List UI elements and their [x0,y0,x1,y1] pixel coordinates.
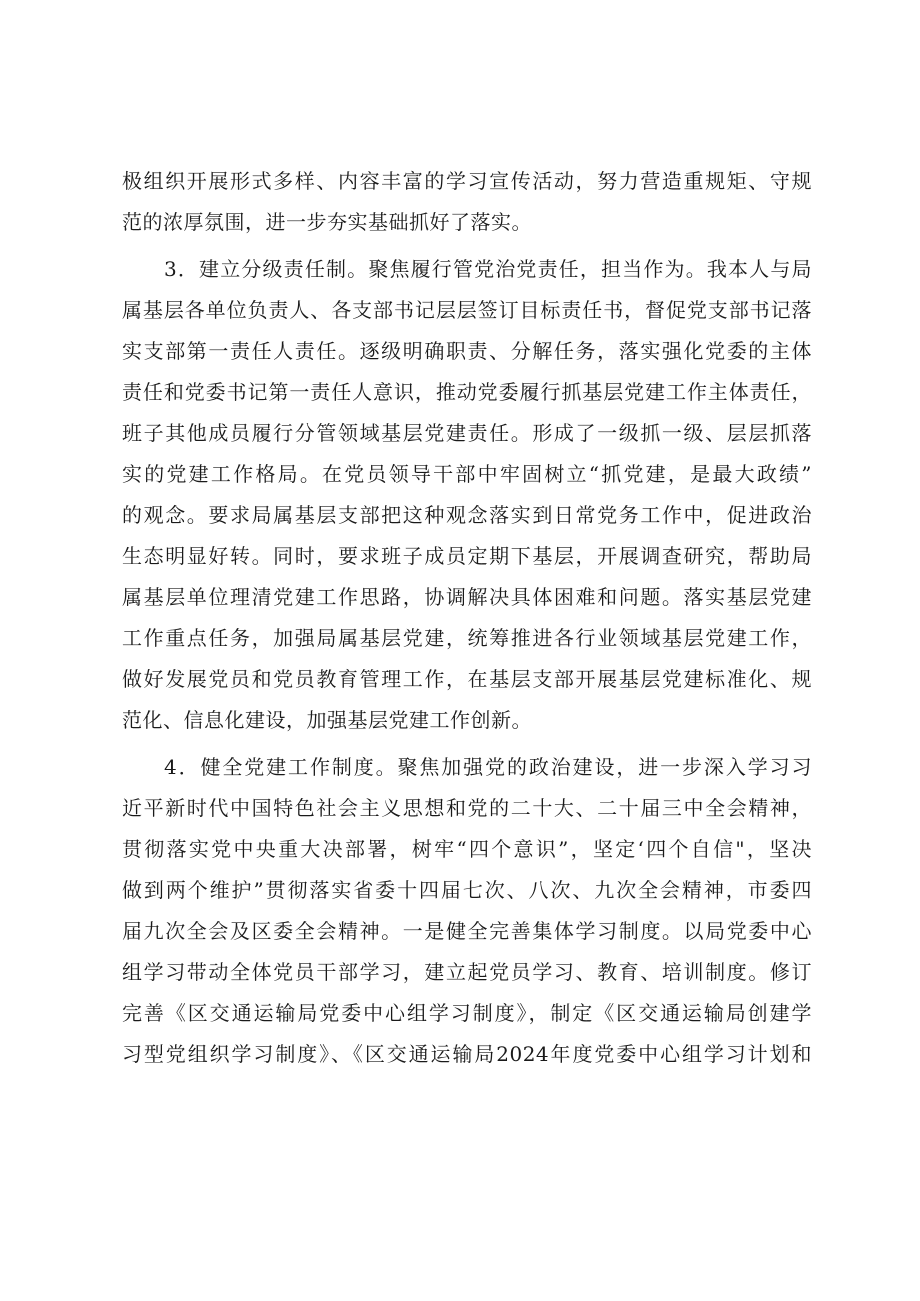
text-line: 属基层单位理清党建工作思路，协调解决具体困难和问题。落实基层党建 [122,585,812,609]
text-line: 范的浓厚氛围，进一步夯实基础抓好了落实。 [122,210,532,234]
text-line: 近平新时代中国特色社会主义思想和党的二十大、二十届三中全会精神， [122,796,812,820]
paragraph-1 [122,161,812,243]
text-line: 实支部第一责任人责任。逐级明确职责、分解任务，落实强化党委的主体 [122,339,812,363]
paragraph-3 [122,747,812,1075]
paragraph-2 [122,249,812,741]
text-line: 属基层各单位负责人、各支部书记层层签订目标责任书，督促党支部书记落 [122,298,812,322]
text-line: 4．健全党建工作制度。聚焦加强党的政治建设，进一步深入学习习 [164,755,812,779]
text-line: 习型党组织学习制度》、《区交通运输局2024年度党委中心组学习计划和 [122,1042,812,1066]
text-line: 责任和党委书记第一责任人意识，推动党委履行抓基层党建工作主体责任， [122,380,812,404]
document-body [122,161,812,1075]
text-line: 做好发展党员和党员教育管理工作，在基层支部开展基层党建标准化、规 [122,667,812,691]
text-line: 组学习带动全体党员干部学习，建立起党员学习、教育、培训制度。修订 [122,960,812,984]
text-line: 的观念。要求局属基层支部把这种观念落实到日常党务工作中，促进政治 [122,503,812,527]
text-line: 完善《区交通运输局党委中心组学习制度》，制定《区交通运输局创建学 [122,1001,812,1025]
text-line: 极组织开展形式多样、内容丰富的学习宣传活动，努力营造重规矩、守规 [122,169,812,193]
text-line: 生态明显好转。同时，要求班子成员定期下基层，开展调查研究，帮助局 [122,544,812,568]
text-line: 贯彻落实党中央重大决部署，树牢“四个意识”，坚定‘四个自信"，坚决 [122,837,812,861]
text-line: 做到两个维护”贯彻落实省委十四届七次、八次、九次全会精神，市委四 [122,878,812,902]
text-line: 实的党建工作格局。在党员领导干部中牢固树立“抓党建，是最大政绩” [122,462,812,486]
text-line: 班子其他成员履行分管领域基层党建责任。形成了一级抓一级、层层抓落 [122,421,812,445]
text-line: 工作重点任务，加强局属基层党建，统筹推进各行业领域基层党建工作， [122,626,812,650]
text-line: 范化、信息化建设，加强基层党建工作创新。 [122,708,532,732]
text-line: 3．建立分级责任制。聚焦履行管党治党责任，担当作为。我本人与局 [164,257,812,281]
text-line: 届九次全会及区委全会精神。一是健全完善集体学习制度。以局党委中心 [122,919,812,943]
